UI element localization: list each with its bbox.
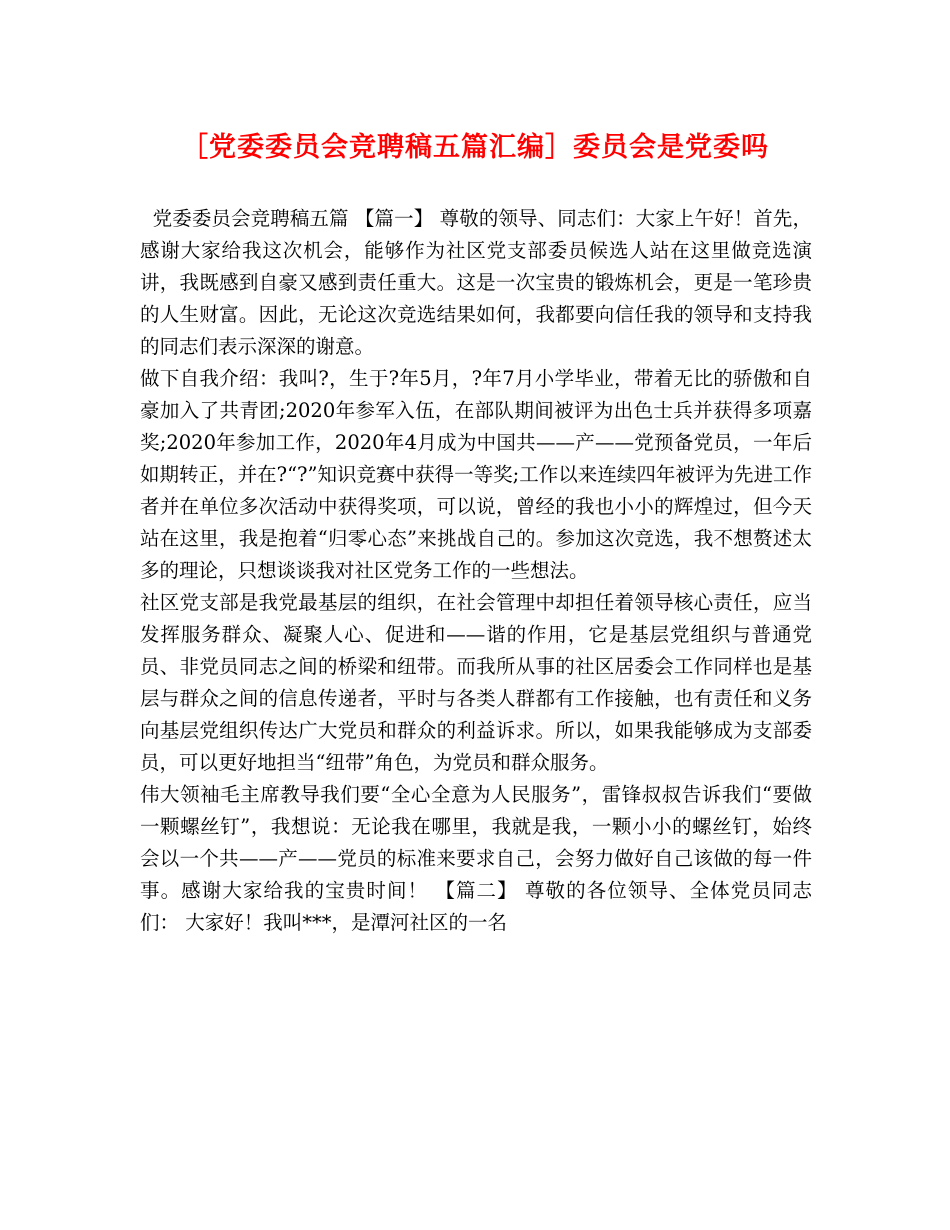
document-body: [140, 203, 812, 939]
paragraph-3: 社区党支部是我党最基层的组织，在社会管理中却担任着领导核心责任，应当发挥服务群众、凝聚人心、促进和——谐的作用，它是基层党组织与普通党员、非党员同志之间的桥梁和纽带。而我所从事的社区居委会工作同样也是基层与群众之间的信息传递者，平时与各类人群都有工作接触，也有责任和义务向基层党组织传达广大党员和群众的利益诉求。所以，如果我能够成为支部委员，可以更好地担当“纽带”角色，为党员和群众服务。: [140, 591, 812, 774]
paragraph-4: 伟大领袖毛主席教导我们要“全心全意为人民服务”，雷锋叔叔告诉我们“要做一颗螺丝钉”，我想说：无论我在哪里，我就是我，一颗小小的螺丝钉，始终会以一个共——产——党员的标准来要求自己，会努力做好自己该做的每一件事。感谢大家给我的宝贵时间！ 【篇二】 尊敬的各位领导、全体党员同志们： 大家好！我叫***，是潭河社区的一名: [140, 783, 812, 934]
paragraph-2: 做下自我介绍：我叫?，生于?年5月，?年7月小学毕业，带着无比的骄傲和自豪加入了共青团;2020年参军入伍，在部队期间被评为出色士兵并获得多项嘉奖;2020年参加工作，2020年4月成为中国共——产——党预备党员，一年后如期转正，并在?“?”知识竞赛中获得一等奖;工作以来连续四年被评为先进工作者并在单位多次活动中获得奖项，可以说，曾经的我也小小的辉煌过，但今天站在这里，我是抱着“归零心态”来挑战自己的。参加这次竞选，我不想赘述太多的理论，只想谈谈我对社区党务工作的一些想法。: [140, 367, 812, 582]
document-title: ［党委委员会竞聘稿五篇汇编］委员会是党委吗: [181, 132, 769, 163]
paragraph-1: 党委委员会竞聘稿五篇 【篇一】 尊敬的领导、同志们：大家上午好！首先，感谢大家给我这次机会，能够作为社区党支部委员候选人站在这里做竞选演讲，我既感到自豪又感到责任重大。这是一次宝贵的锻炼机会，更是一笔珍贵的人生财富。因此，无论这次竞选结果如何，我都要向信任我的领导和支持我的同志们表示深深的谢意。: [140, 207, 812, 358]
